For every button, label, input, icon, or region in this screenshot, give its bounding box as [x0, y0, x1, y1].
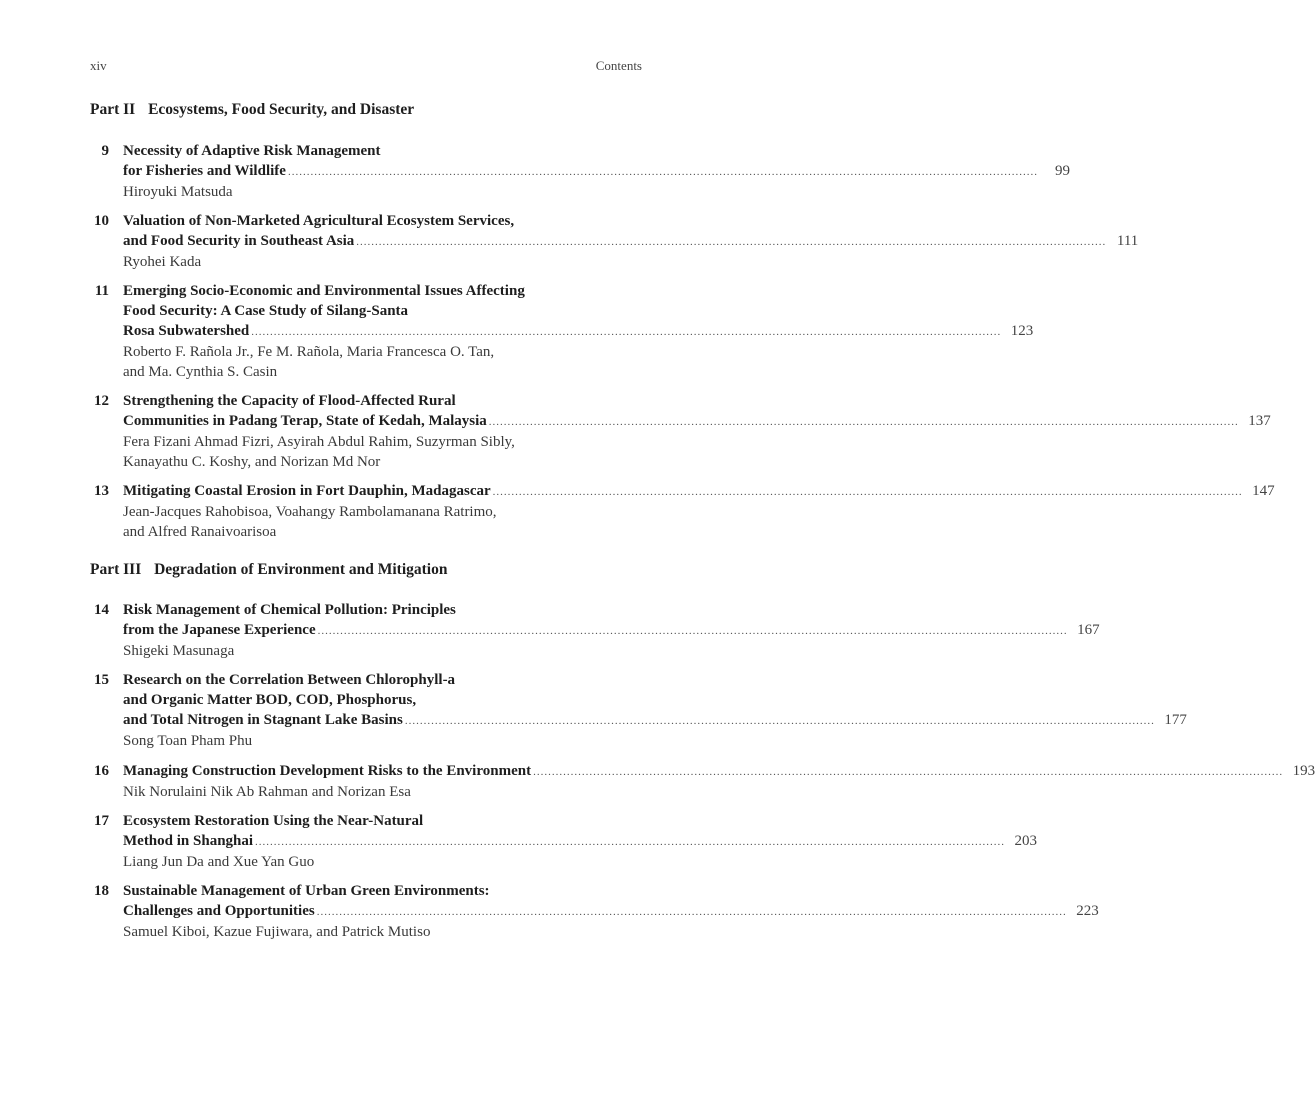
chapter-authors: Nik Norulaini Nik Ab Rahman and Norizan Esa: [123, 784, 411, 800]
chapter-authors: Liang Jun Da and Xue Yan Guo: [123, 854, 315, 870]
toc-entry[interactable]: [90, 211, 1139, 272]
toc-entry[interactable]: [90, 761, 1315, 802]
toc-entry[interactable]: [90, 600, 1100, 661]
chapter-title-line: Research on the Correlation Between Chlorophyll-a: [123, 672, 456, 688]
chapter-page-number: 177: [1164, 712, 1187, 728]
toc-entry[interactable]: [90, 481, 1275, 542]
toc-entry[interactable]: [90, 391, 1271, 472]
chapter-title-line: and Organic Matter BOD, COD, Phosphorus,: [123, 692, 417, 708]
chapter-title-line: Risk Management of Chemical Pollution: Principles: [123, 602, 456, 618]
chapter-authors: and Alfred Ranaivoarisoa: [123, 524, 277, 540]
chapter-title-line: Strengthening the Capacity of Flood-Affected Rural: [123, 393, 456, 409]
toc-entry[interactable]: [90, 881, 1099, 942]
toc-entry[interactable]: [90, 811, 1038, 872]
chapter-authors: Jean-Jacques Rahobisoa, Voahangy Rambolamanana Ratrimo,: [123, 504, 497, 520]
toc-entry[interactable]: [90, 281, 1034, 382]
dot-leader: ........................................................................................................................................................................................................: [533, 766, 1284, 778]
chapter-title-line: Ecosystem Restoration Using the Near-Natural: [123, 813, 424, 829]
chapter-number: 11: [94, 283, 109, 299]
dot-leader: ........................................................................................................................................................................................................: [488, 416, 1239, 428]
chapter-page-number: 167: [1077, 622, 1100, 638]
chapter-page-number: 123: [1010, 323, 1034, 339]
chapter-title-line: and Food Security in Southeast Asia: [123, 233, 355, 249]
chapter-title-line: Valuation of Non-Marketed Agricultural Ecosystem Services,: [123, 213, 515, 229]
chapter-number: 10: [94, 213, 109, 229]
dot-leader: ........................................................................................................................................................................................................: [356, 236, 1107, 248]
running-head-section: Contents: [595, 58, 642, 73]
dot-leader: ........................................................................................................................................................................................................: [492, 486, 1243, 498]
part-heading: [90, 561, 650, 579]
chapter-authors: and Ma. Cynthia S. Casin: [123, 364, 278, 380]
toc-entry[interactable]: [90, 141, 1070, 202]
chapter-authors: Kanayathu C. Koshy, and Norizan Md Nor: [123, 454, 381, 470]
chapter-authors: Shigeki Masunaga: [123, 643, 235, 659]
chapter-title-line: Challenges and Opportunities: [123, 903, 315, 919]
chapter-title-line: Food Security: A Case Study of Silang-Santa: [123, 303, 409, 319]
running-head: [90, 58, 642, 74]
chapter-title-line: Method in Shanghai: [123, 833, 254, 849]
chapter-number: 16: [94, 763, 109, 779]
chapter-title-line: Mitigating Coastal Erosion in Fort Dauphin, Madagascar: [123, 483, 491, 499]
part-title: Ecosystems, Food Security, and Disaster: [148, 101, 415, 118]
chapter-title-line: Necessity of Adaptive Risk Management: [123, 143, 381, 159]
chapter-title-line: Emerging Socio-Economic and Environmental Issues Affecting: [123, 283, 525, 299]
chapter-authors: Hiroyuki Matsuda: [123, 184, 233, 200]
dot-leader: ........................................................................................................................................................................................................: [251, 326, 1002, 338]
chapter-authors: Ryohei Kada: [123, 254, 202, 270]
chapter-title-line: Managing Construction Development Risks to the Environment: [123, 763, 532, 779]
chapter-authors: Song Toan Pham Phu: [123, 733, 253, 749]
part-heading: [90, 101, 650, 119]
chapter-page-number: 193: [1292, 763, 1315, 779]
chapter-title-line: Communities in Padang Terap, State of Kedah, Malaysia: [123, 413, 487, 429]
toc-entry[interactable]: [90, 670, 1187, 751]
chapter-page-number: 203: [1014, 833, 1038, 849]
chapter-page-number: 111: [1116, 233, 1139, 249]
part-label: Part II: [90, 101, 136, 118]
chapter-page-number: 223: [1076, 903, 1099, 919]
chapter-authors: Fera Fizani Ahmad Fizri, Asyirah Abdul Rahim, Suzyrman Sibly,: [123, 434, 515, 450]
chapter-authors: Roberto F. Rañola Jr., Fe M. Rañola, Maria Francesca O. Tan,: [123, 344, 495, 360]
chapter-page-number: 99: [1054, 163, 1070, 179]
page-number: xiv: [90, 58, 107, 73]
dot-leader: ........................................................................................................................................................................................................: [316, 906, 1067, 918]
chapter-title-line: Sustainable Management of Urban Green Environments:: [123, 883, 490, 899]
chapter-page-number: 137: [1248, 413, 1271, 429]
chapter-number: 12: [94, 393, 109, 409]
chapter-number: 9: [101, 143, 109, 159]
part-title: Degradation of Environment and Mitigation: [154, 561, 448, 578]
chapter-title-line: Rosa Subwatershed: [123, 323, 250, 339]
chapter-title-line: from the Japanese Experience: [123, 622, 316, 638]
dot-leader: ........................................................................................................................................................................................................: [317, 625, 1068, 637]
chapter-title-line: for Fisheries and Wildlife: [123, 163, 286, 179]
chapter-number: 13: [94, 483, 109, 499]
dot-leader: ........................................................................................................................................................................................................: [404, 715, 1155, 727]
chapter-number: 14: [94, 602, 109, 618]
chapter-authors: Samuel Kiboi, Kazue Fujiwara, and Patrick Mutiso: [123, 924, 431, 940]
chapter-number: 18: [94, 883, 109, 899]
dot-leader: ........................................................................................................................................................................................................: [287, 166, 1038, 178]
chapter-page-number: 147: [1252, 483, 1275, 499]
dot-leader: ........................................................................................................................................................................................................: [255, 836, 1006, 848]
chapter-number: 15: [94, 672, 109, 688]
chapter-title-line: and Total Nitrogen in Stagnant Lake Basins: [123, 712, 403, 728]
chapter-number: 17: [94, 813, 109, 829]
part-label: Part III: [90, 561, 142, 578]
